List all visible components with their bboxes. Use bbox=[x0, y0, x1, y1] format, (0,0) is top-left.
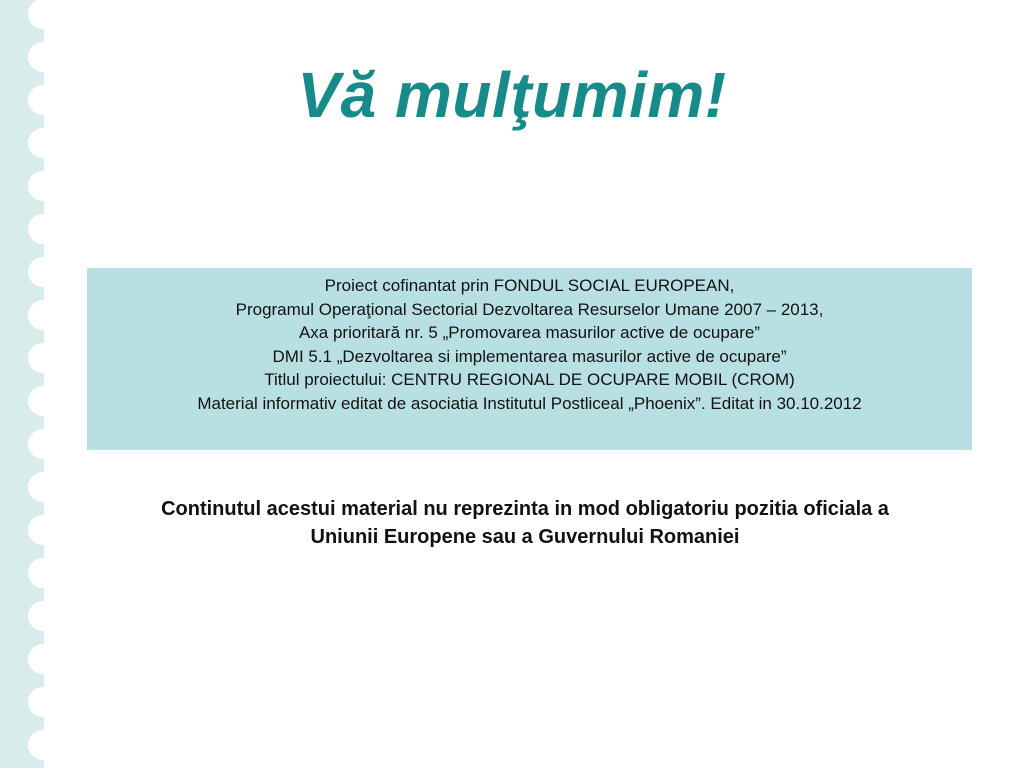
disclaimer-text bbox=[60, 495, 990, 551]
slide-title: Vă mulţumim! bbox=[297, 59, 727, 131]
info-line-project-title: Titlul proiectului: CENTRU REGIONAL DE OCUPARE MOBIL (CROM) bbox=[264, 370, 795, 389]
border-scallop bbox=[28, 730, 58, 760]
border-scallop bbox=[28, 687, 58, 717]
border-scallop bbox=[28, 472, 58, 502]
border-scallop bbox=[28, 85, 58, 115]
border-scallop bbox=[28, 257, 58, 287]
info-line-priority-axis: Axa prioritară nr. 5 „Promovarea masurilor active de ocupare” bbox=[298, 323, 761, 342]
border-scallop bbox=[28, 128, 58, 158]
disclaimer-line-2: Uniunii Europene sau a Guvernului Romaniei bbox=[310, 526, 740, 548]
info-line-program: Programul Operaţional Sectorial Dezvoltarea Resurselor Umane 2007 – 2013, bbox=[235, 299, 824, 319]
border-scallop bbox=[28, 171, 58, 201]
border-scallop bbox=[28, 300, 58, 330]
info-line-publisher: Material informativ editat de asociatia Institutul Postliceal „Phoenix”. Editat in 30.10.2012 bbox=[197, 393, 862, 413]
border-scallop bbox=[28, 386, 58, 416]
disclaimer-line-1: Continutul acestui material nu reprezinta in mod obligatoriu pozitia oficiala a bbox=[161, 498, 889, 520]
border-scallop bbox=[28, 42, 58, 72]
border-scallop bbox=[28, 601, 58, 631]
border-scallop bbox=[28, 429, 58, 459]
border-scallop bbox=[28, 0, 58, 29]
border-scallop bbox=[28, 343, 58, 373]
project-info-box bbox=[87, 268, 972, 450]
border-scallop bbox=[28, 214, 58, 244]
info-line-funding: Proiect cofinantat prin FONDUL SOCIAL EUROPEAN, bbox=[324, 276, 735, 295]
border-scallop bbox=[28, 515, 58, 545]
info-line-dmi: DMI 5.1 „Dezvoltarea si implementarea masurilor active de ocupare” bbox=[272, 346, 787, 366]
border-scallop bbox=[28, 558, 58, 588]
border-scallop bbox=[28, 644, 58, 674]
